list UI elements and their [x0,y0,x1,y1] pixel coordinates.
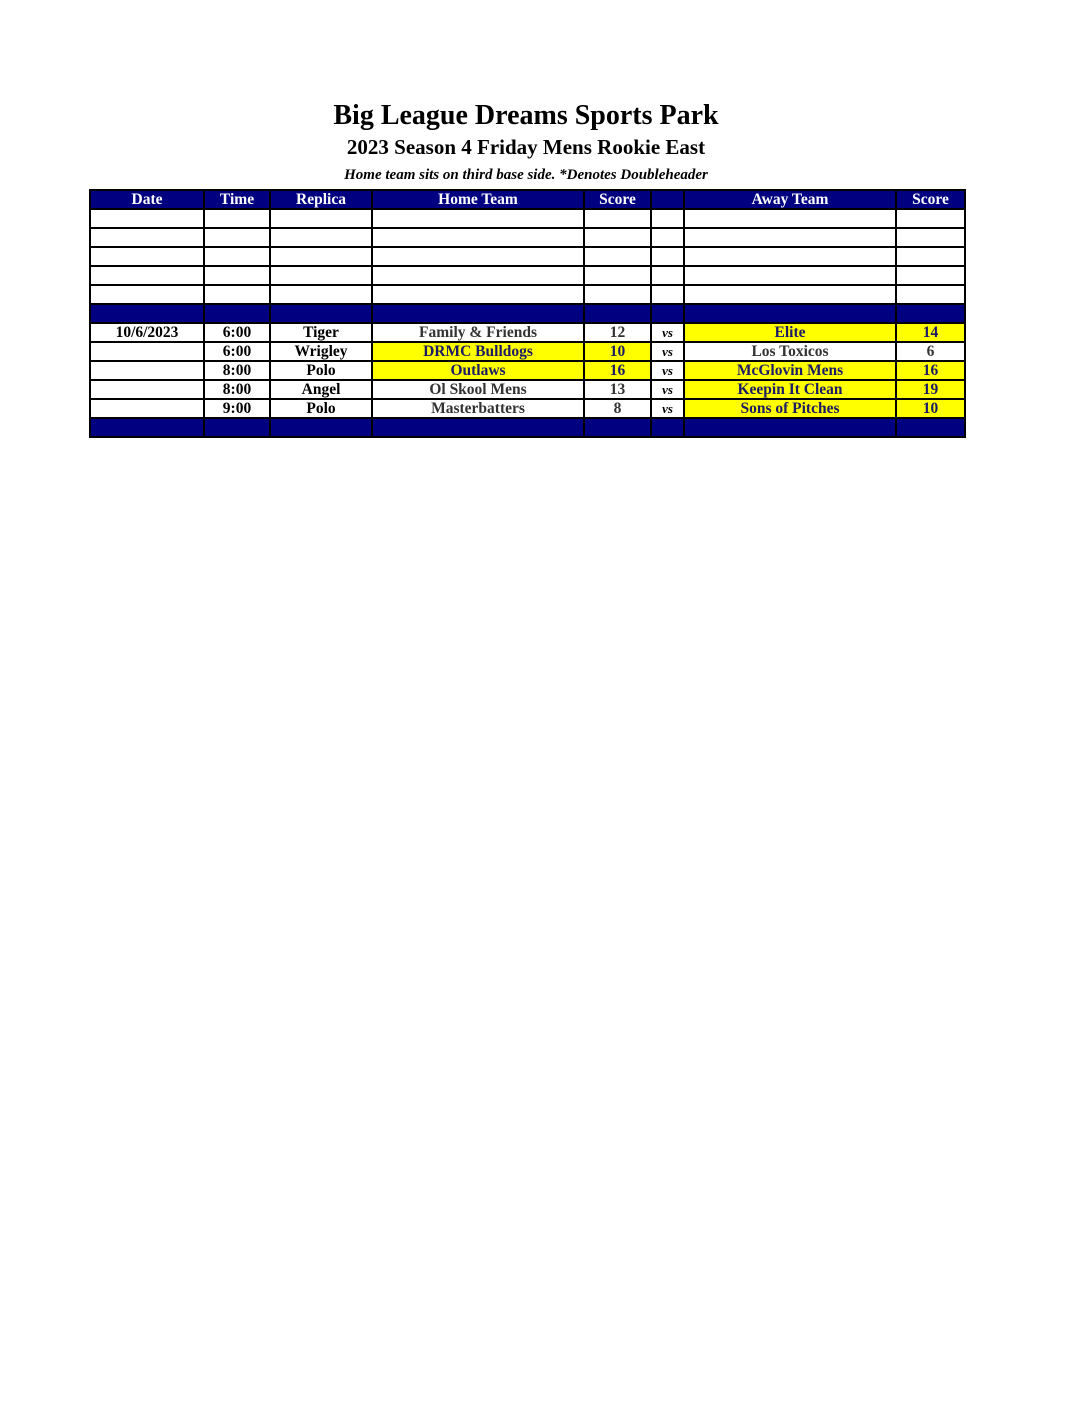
separator-band [90,304,965,323]
vs-label: vs [651,380,684,399]
home-team-name: DRMC Bulldogs [372,342,584,361]
table-row [90,380,965,399]
game-date [90,361,204,380]
game-date: 10/6/2023 [90,323,204,342]
away-team-score: 6 [896,342,965,361]
column-header-away-score: Score [896,190,965,209]
table-row [90,323,965,342]
game-date [90,399,204,418]
game-replica-field: Tiger [270,323,372,342]
away-team-score: 19 [896,380,965,399]
home-team-score: 13 [584,380,651,399]
column-header-time: Time [204,190,270,209]
page-title: Big League Dreams Sports Park [333,100,719,131]
game-time: 9:00 [204,399,270,418]
home-team-name: Masterbatters [372,399,584,418]
empty-row [90,209,965,228]
away-team-score: 14 [896,323,965,342]
column-header-replica: Replica [270,190,372,209]
empty-row [90,285,965,304]
home-team-name: Family & Friends [372,323,584,342]
column-header-home-team: Home Team [372,190,584,209]
schedule-table [89,189,966,438]
schedule-note: Home team sits on third base side. *Denotes Doubleheader [344,167,708,183]
home-team-name: Outlaws [372,361,584,380]
game-replica-field: Angel [270,380,372,399]
away-team-name: Keepin It Clean [684,380,896,399]
column-header-away-team: Away Team [684,190,896,209]
away-team-name: McGlovin Mens [684,361,896,380]
table-row [90,361,965,380]
game-date [90,342,204,361]
table-row [90,342,965,361]
game-date [90,380,204,399]
away-team-score: 10 [896,399,965,418]
page-subtitle: 2023 Season 4 Friday Mens Rookie East [346,135,706,159]
home-team-name: Ol Skool Mens [372,380,584,399]
empty-row [90,228,965,247]
home-team-score: 16 [584,361,651,380]
home-team-score: 10 [584,342,651,361]
game-replica-field: Wrigley [270,342,372,361]
empty-row [90,266,965,285]
column-header-date: Date [90,190,204,209]
game-time: 6:00 [204,342,270,361]
away-team-score: 16 [896,361,965,380]
vs-label: vs [651,361,684,380]
column-header-home-score: Score [584,190,651,209]
home-team-score: 12 [584,323,651,342]
home-team-score: 8 [584,399,651,418]
separator-band [90,418,965,437]
away-team-name: Los Toxicos [684,342,896,361]
table-header-row [90,190,965,209]
vs-label: vs [651,399,684,418]
vs-label: vs [651,342,684,361]
game-replica-field: Polo [270,399,372,418]
away-team-name: Sons of Pitches [684,399,896,418]
table-row [90,399,965,418]
game-time: 8:00 [204,361,270,380]
column-header-vs [651,190,684,209]
vs-label: vs [651,323,684,342]
game-time: 6:00 [204,323,270,342]
away-team-name: Elite [684,323,896,342]
game-replica-field: Polo [270,361,372,380]
game-time: 8:00 [204,380,270,399]
empty-row [90,247,965,266]
